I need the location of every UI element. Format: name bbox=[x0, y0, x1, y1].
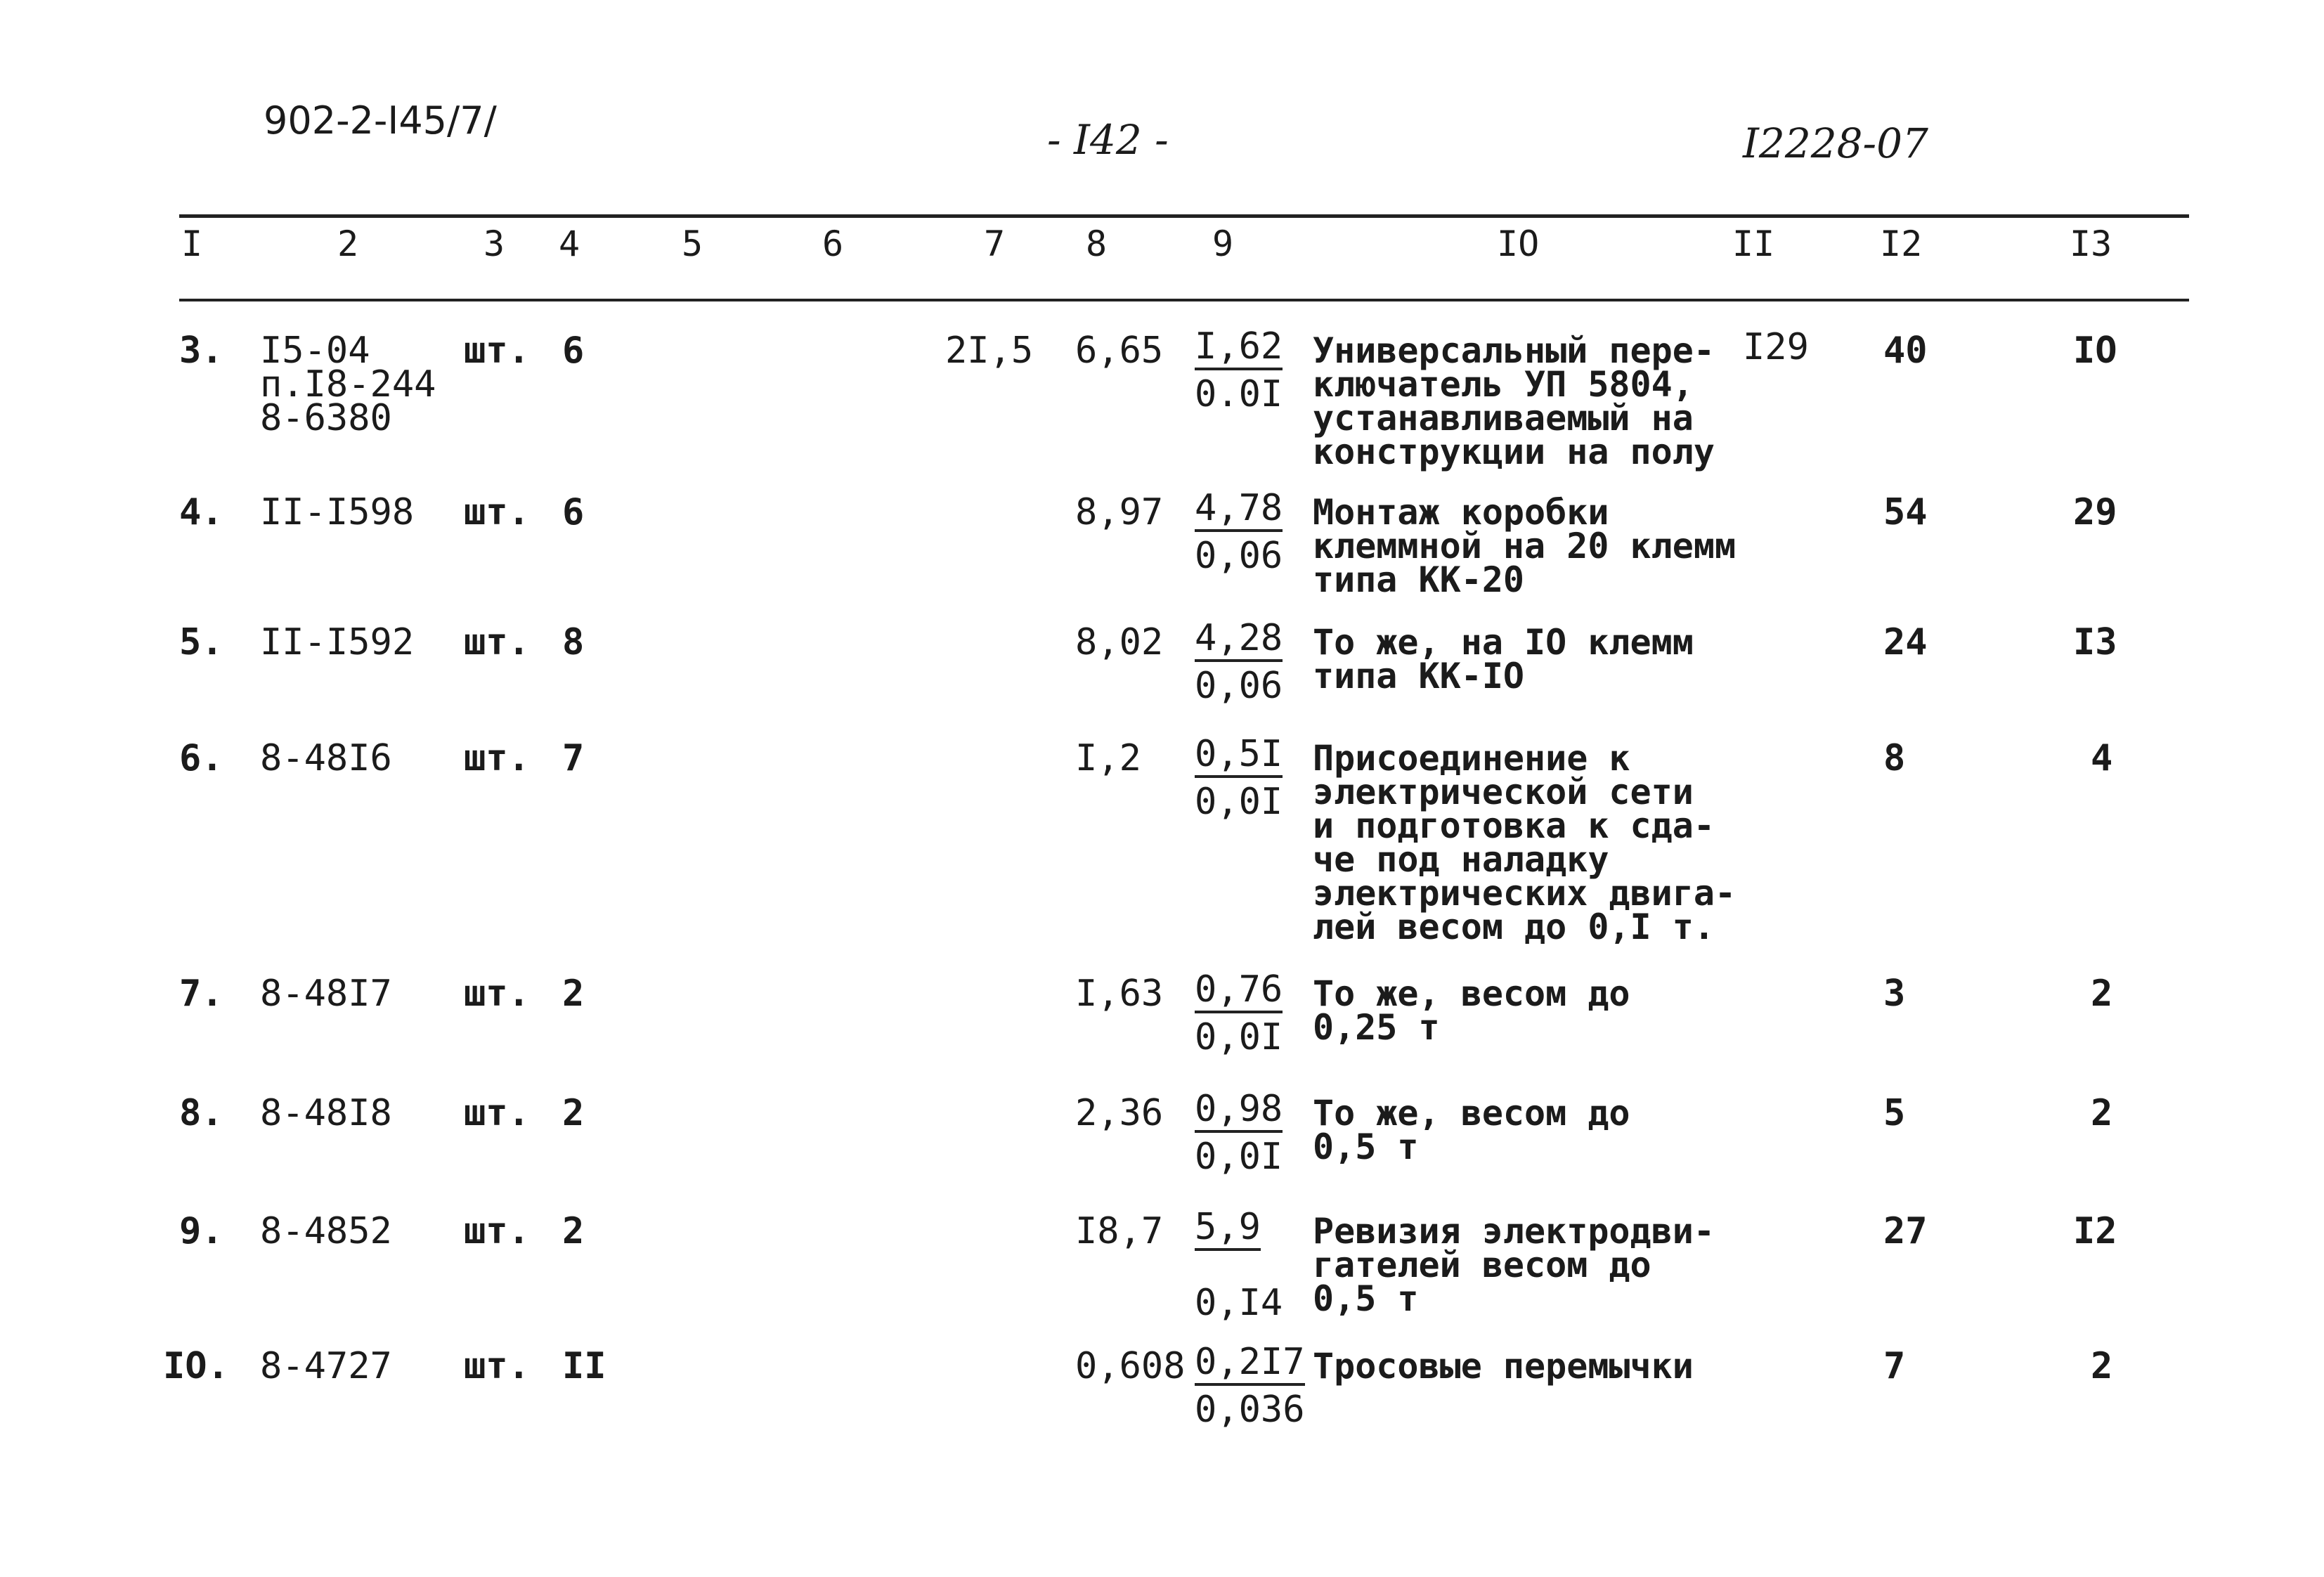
column-9-denominator: 0,036 bbox=[1195, 1389, 1305, 1431]
norm-code: II-I598 bbox=[260, 491, 415, 533]
norm-code: I5-04 bbox=[260, 330, 370, 372]
column-9-denominator: 0,0I bbox=[1195, 1016, 1283, 1058]
work-description: Ревизия электродви- гателей весом до 0,5 т bbox=[1313, 1211, 1715, 1319]
norm-code: 8-48I6 bbox=[260, 737, 392, 779]
column-header: 7 bbox=[984, 223, 1006, 264]
row-number: 8. bbox=[179, 1092, 223, 1134]
column-13-value: 29 bbox=[2073, 491, 2117, 533]
column-13-value: 2 bbox=[2091, 1345, 2113, 1387]
norm-code: 8-4727 bbox=[260, 1345, 392, 1387]
unit: шт. bbox=[464, 1210, 530, 1252]
column-13-value: 2 bbox=[2091, 973, 2113, 1015]
unit: шт. bbox=[464, 621, 530, 663]
row-number: 3. bbox=[179, 330, 223, 372]
row-number: 6. bbox=[179, 737, 223, 779]
norm-code: 8-6380 bbox=[260, 397, 392, 439]
row-number: 7. bbox=[179, 973, 223, 1015]
norm-code: 8-48I8 bbox=[260, 1092, 392, 1134]
column-12-value: 7 bbox=[1883, 1345, 1906, 1387]
unit: шт. bbox=[464, 737, 530, 779]
work-description: Универсальный пере- ключатель УП 5804, устанавливаемый на конструкции на полу bbox=[1313, 330, 1715, 472]
column-9-numerator: 0,2I7 bbox=[1195, 1344, 1305, 1386]
column-12-value: 27 bbox=[1883, 1210, 1928, 1252]
column-9-denominator: 0.0I bbox=[1195, 373, 1283, 415]
column-8-value: 8,97 bbox=[1075, 491, 1164, 533]
column-9-numerator: 0,98 bbox=[1195, 1091, 1283, 1133]
work-description: То же, на IO клемм типа КК-IO bbox=[1313, 622, 1694, 696]
quantity: 2 bbox=[562, 973, 585, 1015]
column-13-value: 2 bbox=[2091, 1092, 2113, 1134]
column-12-value: 24 bbox=[1883, 621, 1928, 663]
column-13-value: IO bbox=[2073, 330, 2117, 372]
column-header: 2 bbox=[337, 223, 359, 264]
column-9-numerator: 4,28 bbox=[1195, 620, 1283, 662]
work-description: То же, весом до 0,25 т bbox=[1313, 973, 1630, 1048]
column-12-value: 40 bbox=[1883, 330, 1928, 372]
table-top-rule bbox=[179, 214, 2189, 218]
norm-code: 8-4852 bbox=[260, 1210, 392, 1252]
unit: шт. bbox=[464, 1345, 530, 1387]
column-8-value: 0,608 bbox=[1075, 1345, 1186, 1387]
quantity: 8 bbox=[562, 621, 585, 663]
work-description: Монтаж коробки клеммной на 20 клемм типа КК-20 bbox=[1313, 492, 1736, 600]
row-number: 9. bbox=[179, 1210, 223, 1252]
sheet-code: I2228-07 bbox=[1743, 119, 1928, 167]
column-8-value: 8,02 bbox=[1075, 621, 1164, 663]
column-12-value: 8 bbox=[1883, 737, 1906, 779]
column-9-numerator: 0,5I bbox=[1195, 736, 1283, 778]
row-number: IO. bbox=[163, 1345, 229, 1387]
column-7-value: 2I,5 bbox=[945, 330, 1034, 372]
column-header: 6 bbox=[822, 223, 844, 264]
column-header: 4 bbox=[559, 223, 580, 264]
column-header: I3 bbox=[2070, 223, 2112, 264]
column-8-value: I8,7 bbox=[1075, 1210, 1164, 1252]
column-9-numerator: 4,78 bbox=[1195, 490, 1283, 532]
work-description: Тросовые перемычки bbox=[1313, 1346, 1694, 1387]
column-13-value: I2 bbox=[2073, 1210, 2117, 1252]
unit: шт. bbox=[464, 491, 530, 533]
column-8-value: I,63 bbox=[1075, 973, 1164, 1015]
column-9-numerator: 5,9 bbox=[1195, 1209, 1261, 1251]
column-9-denominator: 0,I4 bbox=[1195, 1282, 1283, 1324]
work-description: Присоединение к электрической сети и подготовка к сда- че под наладку электрических двига- лей весом до 0,I т. bbox=[1313, 738, 1736, 947]
work-description: То же, весом до 0,5 т bbox=[1313, 1093, 1630, 1167]
column-8-value: I,2 bbox=[1075, 737, 1141, 779]
column-11-value: I29 bbox=[1743, 326, 1809, 368]
column-header: 3 bbox=[483, 223, 505, 264]
norm-code: 8-48I7 bbox=[260, 973, 392, 1015]
unit: шт. bbox=[464, 973, 530, 1015]
column-8-value: 2,36 bbox=[1075, 1092, 1164, 1134]
quantity: II bbox=[562, 1345, 606, 1387]
table-header-rule bbox=[179, 299, 2189, 301]
column-9-denominator: 0,0I bbox=[1195, 781, 1283, 823]
column-12-value: 54 bbox=[1883, 491, 1928, 533]
column-header: I2 bbox=[1880, 223, 1923, 264]
norm-code: п.I8-244 bbox=[260, 363, 436, 405]
column-13-value: 4 bbox=[2091, 737, 2113, 779]
row-number: 5. bbox=[179, 621, 223, 663]
column-12-value: 3 bbox=[1883, 973, 1906, 1015]
row-number: 4. bbox=[179, 491, 223, 533]
column-12-value: 5 bbox=[1883, 1092, 1906, 1134]
column-header: 9 bbox=[1212, 223, 1234, 264]
unit: шт. bbox=[464, 330, 530, 372]
column-13-value: I3 bbox=[2073, 621, 2117, 663]
column-9-numerator: 0,76 bbox=[1195, 971, 1283, 1013]
column-header: 5 bbox=[682, 223, 703, 264]
unit: шт. bbox=[464, 1092, 530, 1134]
column-9-denominator: 0,0I bbox=[1195, 1136, 1283, 1178]
column-header: 8 bbox=[1086, 223, 1108, 264]
quantity: 2 bbox=[562, 1092, 585, 1134]
quantity: 2 bbox=[562, 1210, 585, 1252]
column-8-value: 6,65 bbox=[1075, 330, 1164, 372]
page-number: - I42 - bbox=[1047, 116, 1169, 164]
column-9-numerator: I,62 bbox=[1195, 328, 1283, 370]
column-9-denominator: 0,06 bbox=[1195, 535, 1283, 577]
quantity: 7 bbox=[562, 737, 585, 779]
quantity: 6 bbox=[562, 330, 585, 372]
column-header: II bbox=[1732, 223, 1775, 264]
column-header: I bbox=[181, 223, 203, 264]
column-9-denominator: 0,06 bbox=[1195, 665, 1283, 707]
document-code: 902-2-I45/7/ bbox=[264, 98, 497, 143]
quantity: 6 bbox=[562, 491, 585, 533]
norm-code: II-I592 bbox=[260, 621, 415, 663]
column-header: IO bbox=[1497, 223, 1540, 264]
